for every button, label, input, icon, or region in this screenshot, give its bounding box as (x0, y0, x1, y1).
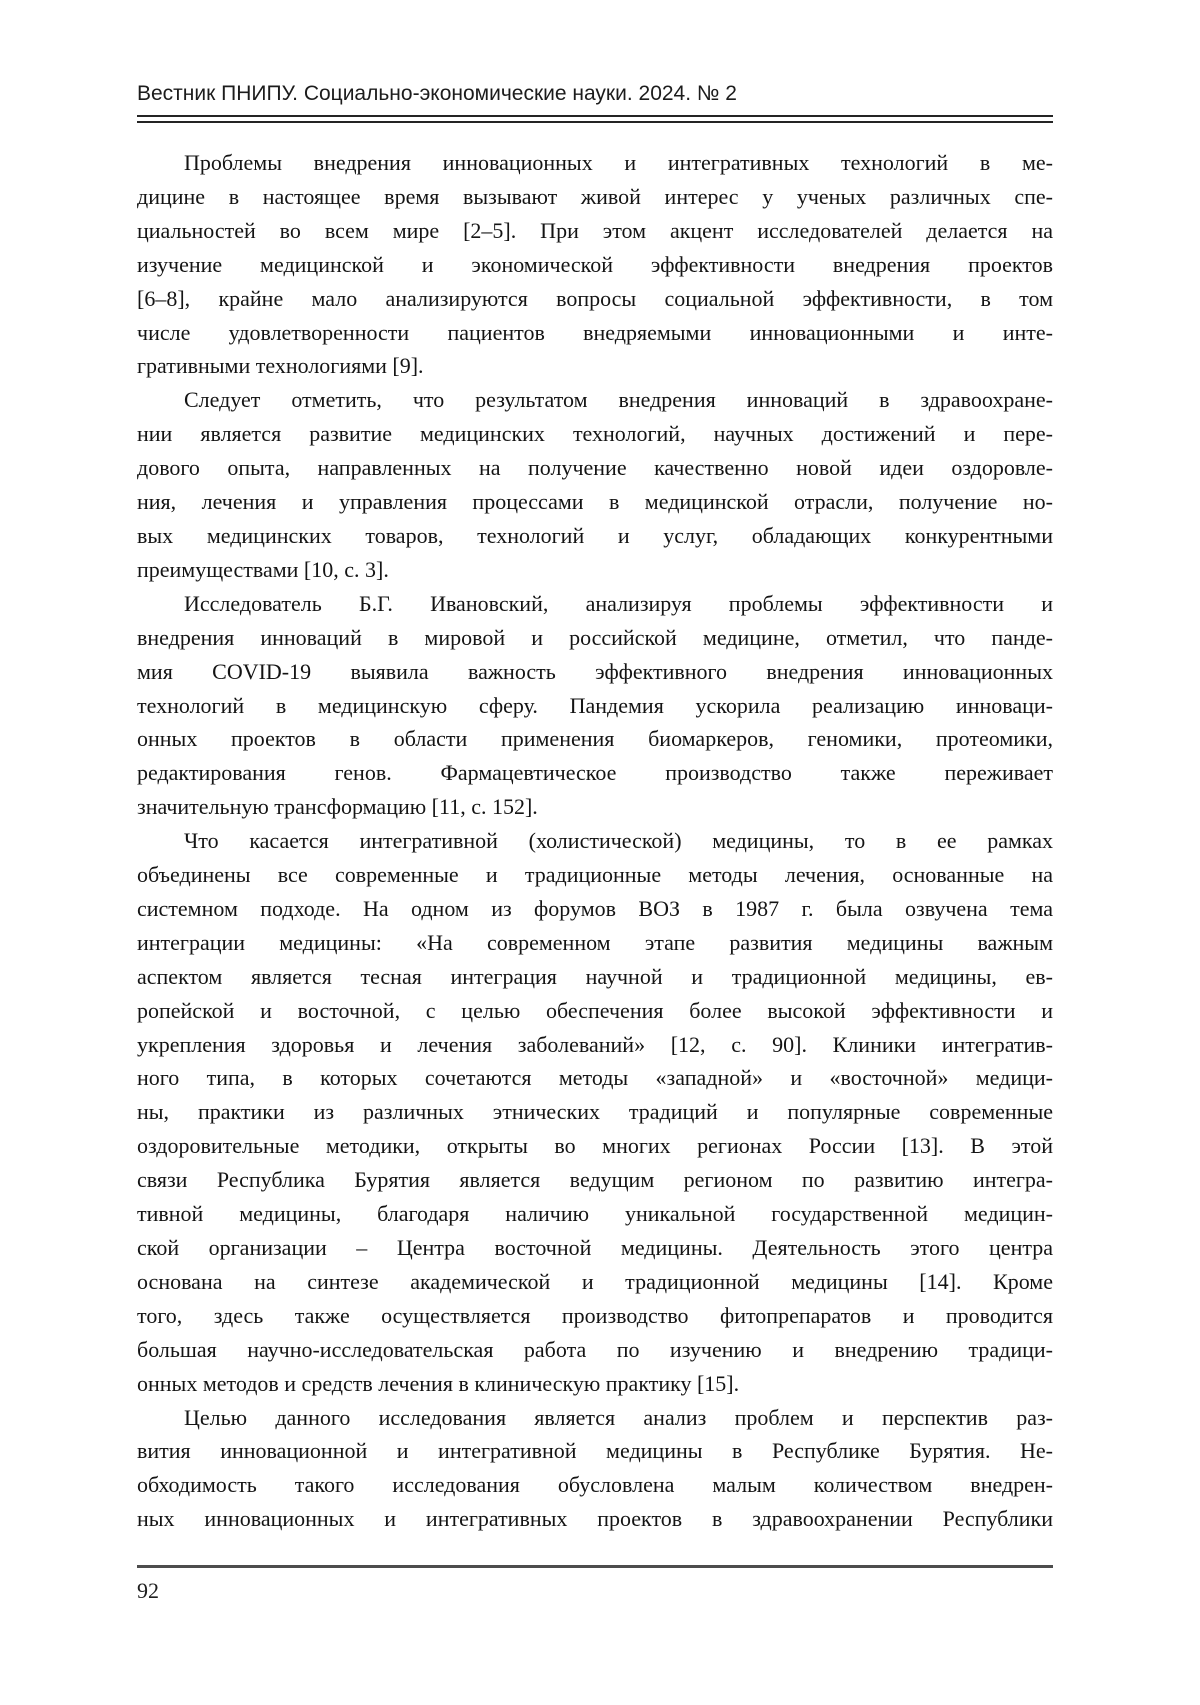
text-line: нии является развитие медицинских технологий, научных достижений и пере- (137, 421, 1053, 447)
page-number: 92 (137, 1578, 159, 1603)
text-line: того, здесь также осуществляется производство фитопрепаратов и проводится (137, 1302, 1053, 1328)
text-line: аспектом является тесная интеграция научной и традиционной медицины, ев- (137, 963, 1053, 989)
text-line: гративными технологиями [9]. (137, 353, 424, 379)
paragraph (137, 146, 1053, 383)
header-double-rule (137, 115, 1053, 123)
text-line: тивной медицины, благодаря наличию уникальной государственной медицин- (137, 1201, 1053, 1227)
text-line: Исследователь Б.Г. Ивановский, анализируя проблемы эффективности и (184, 590, 1053, 616)
text-line: интеграции медицины: «На современном этапе развития медицины важным (137, 929, 1053, 955)
text-line: циальностей во всем мире [2–5]. При этом акцент исследователей делается на (137, 217, 1053, 243)
text-line: оздоровительные методики, открыты во многих регионах России [13]. В этой (137, 1133, 1053, 1159)
paragraph (137, 383, 1053, 586)
text-line: вития инновационной и интегративной медицины в Республике Бурятия. Не- (137, 1438, 1053, 1464)
text-line: онных проектов в области применения биомаркеров, геномики, протеомики, (137, 726, 1053, 752)
text-line: редактирования генов. Фармацевтическое производство также переживает (137, 760, 1053, 786)
text-line: укрепления здоровья и лечения заболеваний» [12, с. 90]. Клиники интегратив- (137, 1031, 1053, 1057)
text-line: дицине в настоящее время вызывают живой интерес у ученых различных спе- (137, 183, 1053, 209)
text-line: мия COVID-19 выявила важность эффективного внедрения инновационных (137, 658, 1053, 684)
text-line: вых медицинских товаров, технологий и услуг, обладающих конкурентными (137, 522, 1053, 548)
text-line: Проблемы внедрения инновационных и интегративных технологий в ме- (184, 150, 1053, 175)
text-line: внедрения инноваций в мировой и российской медицине, отметил, что панде- (137, 624, 1053, 650)
text-line: Следует отметить, что результатом внедрения инноваций в здравоохране- (184, 387, 1053, 413)
text-line: системном подходе. На одном из форумов ВОЗ в 1987 г. была озвучена тема (137, 895, 1053, 921)
text-line: ропейской и восточной, с целью обеспечения более высокой эффективности и (137, 997, 1053, 1023)
text-line: изучение медицинской и экономической эффективности внедрения проектов (137, 251, 1053, 277)
paragraph (137, 1401, 1053, 1537)
running-header: Вестник ПНИПУ. Социально-экономические науки. 2024. № 2 (137, 82, 737, 105)
footer-rule (137, 1565, 1053, 1568)
paragraph (137, 587, 1053, 824)
text-line: основана на синтезе академической и традиционной медицины [14]. Кроме (137, 1268, 1053, 1294)
text-line: Целью данного исследования является анализ проблем и перспектив раз- (184, 1404, 1053, 1430)
text-line: преимуществами [10, с. 3]. (137, 556, 389, 582)
text-line: числе удовлетворенности пациентов внедряемыми инновационными и инте- (137, 319, 1053, 345)
text-line: технологий в медицинскую сферу. Пандемия ускорила реализацию инноваци- (137, 692, 1053, 718)
text-line: ного типа, в которых сочетаются методы «западной» и «восточной» медици- (137, 1065, 1053, 1091)
text-line: большая научно-исследовательская работа по изучению и внедрению традици- (137, 1336, 1053, 1362)
paragraphs-container (137, 146, 1053, 1536)
text-line: дового опыта, направленных на получение качественно новой идеи оздоровле- (137, 455, 1053, 481)
text-line: [6–8], крайне мало анализируются вопросы социальной эффективности, в том (137, 285, 1053, 311)
paragraph (137, 824, 1053, 1400)
article-body (137, 146, 1053, 1536)
text-line: значительную трансформацию [11, с. 152]. (137, 794, 538, 820)
text-line: онных методов и средств лечения в клиническую практику [15]. (137, 1370, 740, 1396)
text-line: ния, лечения и управления процессами в медицинской отрасли, получение но- (137, 489, 1053, 515)
text-line: обходимость такого исследования обусловлена малым количеством внедрен- (137, 1472, 1053, 1498)
text-line: ны, практики из различных этнических традиций и популярные современные (137, 1099, 1053, 1125)
text-line: объединены все современные и традиционные методы лечения, основанные на (137, 862, 1053, 888)
text-line: ных инновационных и интегративных проектов в здравоохранении Республики (137, 1506, 1053, 1532)
text-line: Что касается интегративной (холистической) медицины, то в ее рамках (184, 828, 1053, 854)
text-line: ской организации – Центра восточной медицины. Деятельность этого центра (137, 1235, 1053, 1260)
text-line: связи Республика Бурятия является ведущим регионом по развитию интегра- (137, 1167, 1053, 1193)
